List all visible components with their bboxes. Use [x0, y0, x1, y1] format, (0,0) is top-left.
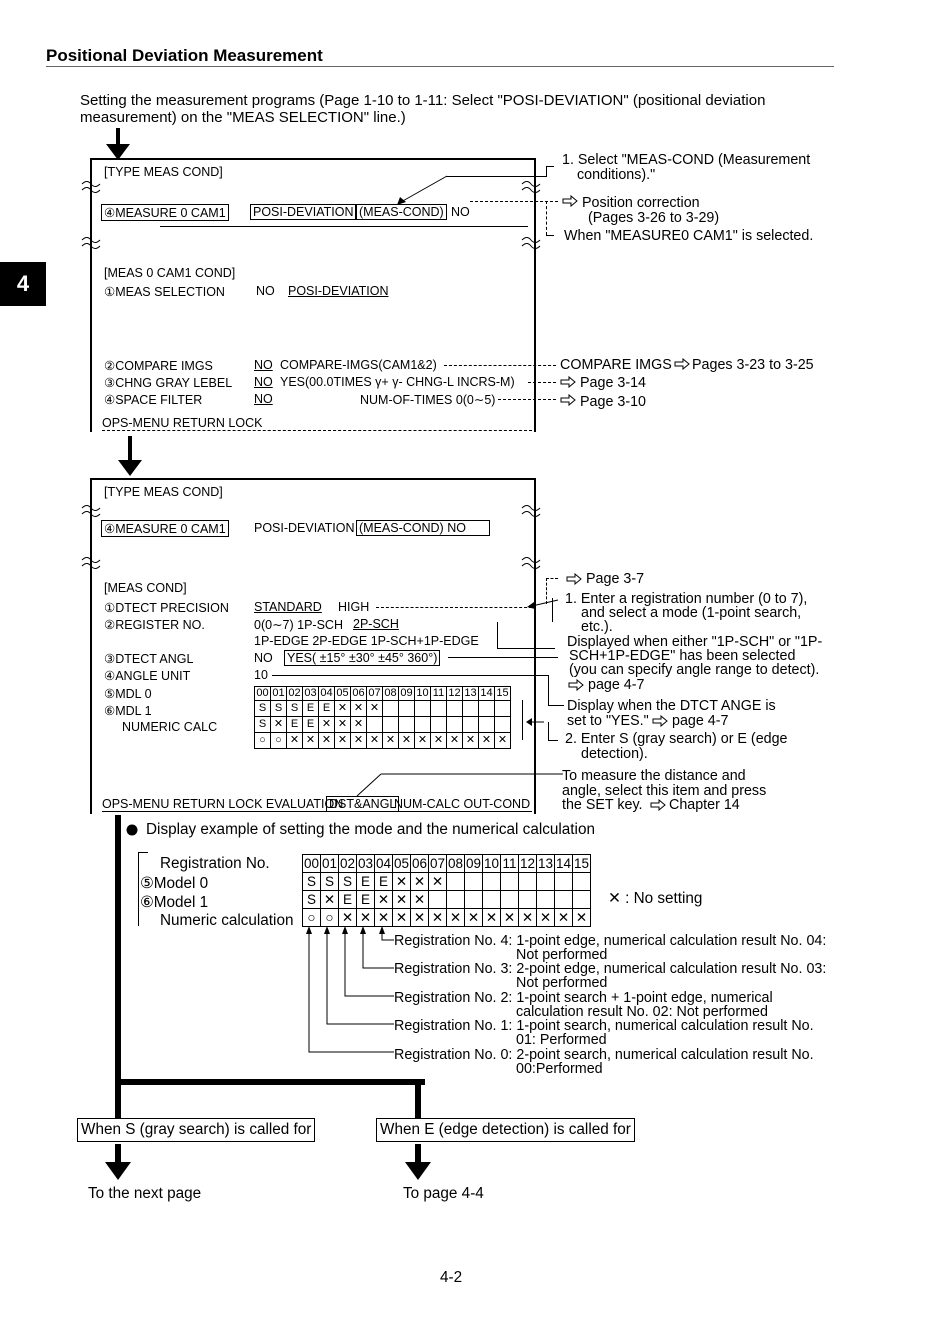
grid-cell: 08: [384, 687, 397, 699]
leader-line: [355, 772, 565, 798]
leader-line: [548, 705, 564, 706]
meas-cond-field[interactable]: (MEAS-COND): [356, 204, 447, 220]
note-displayed-1: Displayed when either "1P-SCH" or "1P-: [567, 634, 823, 650]
posi-deviation-field[interactable]: POSI-DEVIATION: [250, 204, 356, 220]
leader-line: [548, 675, 549, 705]
break-icon: [520, 556, 542, 570]
grid-cell: 10: [483, 855, 500, 871]
leader-arrow: [526, 598, 560, 612]
grid-cell: 13: [464, 687, 477, 699]
grid-cell: ✕: [411, 873, 429, 891]
arrow-down-icon: [405, 1162, 431, 1180]
grid-cell: 05: [393, 855, 410, 871]
grid-cell: ✕: [339, 909, 357, 927]
grid-cell: 15: [573, 855, 590, 871]
screen2-bottom-edge: [102, 811, 532, 812]
note-enter-register-3: etc.).: [581, 619, 613, 635]
label-model-0: ⑤Model 0: [140, 875, 209, 892]
grid-cell: 15: [496, 687, 509, 699]
gray-no[interactable]: NO: [254, 375, 273, 389]
grid-cell: ✕: [351, 733, 367, 749]
grid-cell: S: [255, 701, 271, 717]
break-icon: [80, 180, 102, 194]
filter-label: ④SPACE FILTER: [104, 393, 203, 407]
grid-cell: ✕: [319, 717, 335, 733]
grid-cell: 00: [256, 687, 269, 699]
grid-cell: ✕: [367, 701, 383, 717]
grid-cell: [483, 873, 501, 891]
registration-grid-small: [254, 686, 511, 749]
leader-dash: [470, 201, 558, 202]
grid-cell: S: [255, 717, 271, 733]
reg-desc-3b: Not performed: [516, 975, 608, 991]
grid-cell: S: [287, 701, 303, 717]
grid-cell: [483, 891, 501, 909]
break-icon: [520, 180, 542, 194]
page-ref-arrow-icon: [562, 195, 578, 207]
grid-cell: 05: [336, 687, 349, 699]
grid-cell: ✕: [271, 717, 287, 733]
page-ref-arrow-icon: [674, 358, 690, 370]
leader-line: [446, 176, 546, 177]
grid-cell: ✕: [383, 733, 399, 749]
grid-cell: ✕: [411, 891, 429, 909]
grid-cell: 09: [465, 855, 482, 871]
leader-line: [272, 675, 548, 676]
compare-label: ②COMPARE IMGS: [104, 359, 213, 373]
leader-line: [160, 226, 528, 227]
measure-cam-field-2[interactable]: ④MEASURE 0 CAM1: [101, 520, 229, 537]
grid-cell: ✕: [447, 733, 463, 749]
chapter-tab: 4: [0, 262, 46, 306]
grid-cell: [415, 717, 431, 733]
grid-cell: ✕: [573, 909, 591, 927]
note-when-measure: When "MEASURE0 CAM1" is selected.: [564, 228, 814, 244]
grid-cell: [537, 891, 555, 909]
footer-numcalc-outcond: NUM-CALC OUT-COND: [394, 797, 531, 811]
grid-cell: [463, 701, 479, 717]
page-ref-arrow-icon: [566, 573, 582, 585]
registration-grid-large: [302, 854, 591, 927]
grid-cell: [431, 717, 447, 733]
angl-label: ③DTECT ANGL: [104, 652, 194, 666]
angl-no[interactable]: NO: [254, 651, 273, 665]
grid-cell: ✕: [555, 909, 573, 927]
grid-cell: [465, 891, 483, 909]
leader-line: [546, 235, 554, 236]
reg-desc-2a: Registration No. 2: 1-point search + 1-point edge, numerical: [394, 990, 773, 1006]
compare-value[interactable]: COMPARE-IMGS(CAM1&2): [280, 358, 437, 372]
grid-cell: 10: [416, 687, 429, 699]
note-measure-3: the SET key.: [562, 797, 643, 813]
example-heading: Display example of setting the mode and the numerical calculation: [146, 821, 595, 838]
grid-cell: ✕: [287, 733, 303, 749]
grid-cell: [479, 701, 495, 717]
grid-cell: [383, 701, 399, 717]
grid-cell: [447, 717, 463, 733]
note-page-4-7-a: page 4-7: [588, 677, 645, 693]
page-ref-arrow-icon: [652, 715, 668, 727]
grid-cell: ✕: [483, 909, 501, 927]
branch-edge-detection: When E (edge detection) is called for: [376, 1118, 635, 1142]
grid-cell: ✕: [375, 909, 393, 927]
reg-desc-2b: calculation result No. 02: Not performed: [516, 1004, 768, 1020]
grid-cell: 11: [502, 855, 517, 871]
grid-cell: E: [319, 701, 335, 717]
grid-cell: ✕: [537, 909, 555, 927]
grid-cell: ✕: [321, 891, 339, 909]
bracket-line: [138, 852, 148, 853]
grid-cell: ✕: [351, 717, 367, 733]
reg-desc-4a: Registration No. 4: 1-point edge, numerical calculation result No. 04:: [394, 933, 827, 949]
grid-cell: [447, 891, 465, 909]
note-displayed-2: SCH+1P-EDGE" has been selected: [569, 648, 796, 664]
grid-cell: ○: [321, 909, 339, 927]
grid-cell: 07: [429, 855, 446, 871]
grid-cell: [501, 891, 519, 909]
gray-label: ③CHNG GRAY LEBEL: [104, 376, 233, 390]
arrow-down-icon: [105, 1162, 131, 1180]
bracket-line: [522, 700, 523, 740]
reg-desc-1b: 01: Performed: [516, 1032, 607, 1048]
leader-dash: [376, 607, 532, 608]
grid-cell: 00: [303, 855, 320, 871]
grid-cell: [431, 701, 447, 717]
grid-cell: E: [357, 873, 375, 891]
flow-branch-right: [415, 1080, 421, 1118]
break-icon: [80, 236, 102, 250]
page-ref-arrow-icon: [568, 679, 584, 691]
leader-dash: [546, 578, 558, 579]
note-enter-register-1: 1. Enter a registration number (0 to 7),: [565, 591, 808, 607]
grid-cell: 04: [375, 855, 392, 871]
note-compare-pages: Pages 3-23 to 3-25: [692, 357, 814, 373]
grid-cell: 06: [352, 687, 365, 699]
grid-cell: [447, 701, 463, 717]
grid-cell: ✕: [479, 733, 495, 749]
meas-cond-title: [MEAS COND]: [104, 581, 187, 595]
grid-cell: [479, 717, 495, 733]
grid-cell: [463, 717, 479, 733]
note-page-4-7-b: page 4-7: [672, 713, 729, 729]
angl-yes-options[interactable]: YES( ±15° ±30° ±45° 360°): [284, 650, 440, 666]
grid-cell: 02: [339, 855, 356, 871]
grid-cell: 13: [537, 855, 554, 871]
grid-cell: 03: [304, 687, 317, 699]
meas-selection-label: ①MEAS SELECTION: [104, 285, 225, 299]
grid-cell: [399, 701, 415, 717]
bullet-icon: [126, 824, 138, 836]
grid-cell: ✕: [335, 701, 351, 717]
register-2p-sch[interactable]: 2P-SCH: [353, 617, 399, 631]
grid-cell: ✕: [375, 891, 393, 909]
precision-label: ①DTECT PRECISION: [104, 601, 229, 615]
title-rule: [46, 66, 834, 67]
note-chapter-14: Chapter 14: [669, 797, 740, 813]
grid-cell: 02: [288, 687, 301, 699]
grid-cell: E: [287, 717, 303, 733]
grid-cell: 11: [431, 687, 447, 701]
leader-dash: [444, 365, 556, 366]
grid-cell: ✕: [367, 733, 383, 749]
leader-line: [548, 722, 549, 740]
grid-cell: ✕: [351, 701, 367, 717]
page-ref-arrow-icon: [650, 799, 666, 811]
meas-selection-no[interactable]: NO: [256, 284, 275, 298]
grid-cell: ✕: [501, 909, 519, 927]
grid-cell: ✕: [429, 909, 447, 927]
grid-cell: 01: [321, 855, 338, 871]
mdl1-label: ⑥MDL 1: [104, 704, 152, 718]
leader-line: [448, 657, 558, 658]
grid-cell: 04: [320, 687, 333, 699]
grid-cell: ✕: [335, 733, 351, 749]
grid-cell: 07: [368, 687, 381, 699]
leader-line: [548, 740, 558, 741]
reg-desc-0a: Registration No. 0: 2-point search, numerical calculation result No.: [394, 1047, 814, 1063]
flow-line-horizontal: [115, 1079, 425, 1085]
next-page-link[interactable]: To the next page: [88, 1185, 202, 1202]
meas-cond-field-2[interactable]: (MEAS-COND) NO: [356, 520, 490, 536]
note-displayed-3: (you can specify angle range to detect).: [569, 662, 820, 678]
precision-high[interactable]: HIGH: [338, 600, 370, 614]
note-measure-2: angle, select this item and press: [562, 783, 767, 799]
grid-cell: [383, 717, 399, 733]
flow-line-vertical: [115, 815, 121, 1085]
break-icon: [520, 236, 542, 250]
grid-cell: [501, 873, 519, 891]
grid-cell: 08: [447, 855, 464, 871]
note-select-meas-cond: 1. Select "MEAS-COND (Measurement: [562, 152, 811, 168]
meas-cond-no: NO: [451, 205, 470, 219]
legend-no-setting: ✕ : No setting: [608, 890, 703, 907]
meas-selection-value[interactable]: POSI-DEVIATION: [288, 284, 389, 298]
note-page-3-7: Page 3-7: [586, 571, 645, 587]
grid-cell: ✕: [303, 733, 319, 749]
reg-desc-4b: Not performed: [516, 947, 608, 963]
screen1-bottom-edge: [102, 430, 532, 431]
label-numeric-calculation: Numeric calculation: [160, 912, 294, 929]
screen1-footer: OPS-MENU RETURN LOCK: [102, 416, 263, 430]
grid-cell: ✕: [431, 733, 447, 749]
grid-cell: [537, 873, 555, 891]
grid-cell: [495, 717, 511, 733]
grid-cell: E: [339, 891, 357, 909]
leader-dash: [498, 399, 556, 400]
leader-line: [552, 598, 553, 622]
grid-cell: ✕: [399, 733, 415, 749]
gray-value[interactable]: YES(00.0TIMES γ+ γ- CHNG-L INCRS-M): [280, 375, 515, 389]
label-model-1: ⑥Model 1: [140, 894, 209, 911]
reg-desc-3a: Registration No. 3: 2-point edge, numerical calculation result No. 03:: [394, 961, 827, 977]
flow-branch-left: [115, 1080, 121, 1118]
grid-cell: S: [271, 701, 287, 717]
grid-cell: [495, 701, 511, 717]
numeric-calc-label: NUMERIC CALC: [122, 720, 218, 734]
leader-dash: [528, 382, 556, 383]
branch-gray-search: When S (gray search) is called for: [77, 1118, 315, 1142]
flow-arrow-left: [115, 1144, 121, 1164]
measure-cam-field[interactable]: ④MEASURE 0 CAM1: [101, 204, 229, 221]
grid-cell: ✕: [357, 909, 375, 927]
grid-cell: ✕: [393, 909, 411, 927]
grid-cell: ✕: [393, 873, 411, 891]
grid-cell: [465, 873, 483, 891]
intro-text: Setting the measurement programs (Page 1-10 to 1-11: Select "POSI-DEVIATION" (positional deviation measurement) on the "MEAS SELECTION" line.): [80, 92, 766, 126]
mdl0-label: ⑤MDL 0: [104, 687, 152, 701]
grid-cell: ✕: [415, 733, 431, 749]
grid-cell: S: [339, 873, 357, 891]
grid-cell: ✕: [463, 733, 479, 749]
grid-cell: ✕: [429, 873, 447, 891]
grid-cell: ○: [303, 909, 321, 927]
note-measure-1: To measure the distance and: [562, 768, 746, 784]
page-number: 4-2: [440, 1269, 463, 1286]
note-display-dtct-2: set to "YES.": [567, 713, 649, 729]
leader-arrow: [526, 717, 546, 727]
registration-leaders: [300, 926, 400, 1062]
bracket-line: [497, 622, 498, 648]
note-enter-register-2: and select a mode (1-point search,: [581, 605, 802, 621]
precision-standard[interactable]: STANDARD: [254, 600, 322, 614]
grid-cell: ✕: [447, 909, 465, 927]
note-position-correction: Position correction: [582, 195, 700, 211]
leader-dash: [546, 201, 547, 235]
flow-arrow-right: [415, 1144, 421, 1164]
grid-cell: S: [321, 873, 339, 891]
label-registration-no: Registration No.: [160, 855, 270, 872]
grid-cell: S: [303, 891, 321, 909]
screen2-header: [TYPE MEAS COND]: [104, 485, 223, 499]
grid-cell: [573, 891, 591, 909]
grid-cell: 09: [400, 687, 413, 699]
grid-cell: 14: [555, 855, 572, 871]
posi-deviation-field-2[interactable]: POSI-DEVIATION: [254, 521, 355, 535]
grid-cell: ✕: [465, 909, 483, 927]
footer-dst-angl[interactable]: DST&ANGL: [326, 796, 399, 812]
filter-value[interactable]: NUM-OF-TIMES 0(0∼5): [360, 393, 496, 407]
note-display-dtct-1: Display when the DTCT ANGE is: [567, 698, 776, 714]
grid-cell: [447, 873, 465, 891]
grid-cell: S: [303, 873, 321, 891]
screen1-header: [TYPE MEAS COND]: [104, 165, 223, 179]
grid-cell: [429, 891, 447, 909]
note-page-3-10: Page 3-10: [580, 394, 646, 410]
grid-cell: 01: [272, 687, 285, 699]
filter-no[interactable]: NO: [254, 392, 273, 406]
note-compare-imgs: COMPARE IMGS: [560, 357, 672, 373]
grid-cell: 06: [411, 855, 428, 871]
cond-title: [MEAS 0 CAM1 COND]: [104, 266, 236, 280]
break-icon: [80, 504, 102, 518]
note-page-3-14: Page 3-14: [580, 375, 646, 391]
arrow-down-icon: [118, 460, 142, 476]
grid-cell: E: [375, 873, 393, 891]
break-icon: [80, 556, 102, 570]
note-enter-s-e-2: detection).: [581, 746, 648, 762]
grid-cell: ○: [255, 733, 271, 749]
note-select-meas-cond-b: conditions).": [577, 167, 656, 183]
compare-no[interactable]: NO: [254, 358, 273, 372]
grid-cell: E: [303, 717, 319, 733]
grid-cell: 12: [448, 687, 461, 699]
page-4-4-link[interactable]: To page 4-4: [403, 1185, 484, 1202]
unit-label: ④ANGLE UNIT: [104, 669, 191, 683]
grid-cell: ✕: [519, 909, 537, 927]
screen2-footer: OPS-MENU RETURN LOCK EVALUATION: [102, 797, 344, 811]
page-title: Positional Deviation Measurement: [46, 46, 323, 65]
leader-line: [546, 166, 554, 167]
page-ref-arrow-icon: [560, 394, 576, 406]
grid-cell: [555, 891, 573, 909]
reg-desc-1a: Registration No. 1: 1-point search, numerical calculation result No.: [394, 1018, 814, 1034]
grid-cell: ✕: [335, 717, 351, 733]
leader-arrow: [395, 174, 449, 206]
bracket-line: [497, 648, 555, 649]
grid-cell: 03: [357, 855, 374, 871]
break-icon: [520, 504, 542, 518]
reg-desc-0b: 00:Performed: [516, 1061, 603, 1077]
grid-cell: ✕: [495, 733, 511, 749]
grid-cell: E: [357, 891, 375, 909]
grid-cell: ✕: [319, 733, 335, 749]
bracket-line: [138, 852, 139, 926]
grid-cell: ✕: [393, 891, 411, 909]
grid-cell: [519, 873, 537, 891]
grid-cell: ✕: [411, 909, 429, 927]
register-edge-options[interactable]: 1P-EDGE 2P-EDGE 1P-SCH+1P-EDGE: [254, 634, 479, 648]
grid-cell: 14: [480, 687, 493, 699]
grid-cell: [415, 701, 431, 717]
note-enter-s-e-1: 2. Enter S (gray search) or E (edge: [565, 731, 788, 747]
grid-cell: 12: [519, 855, 536, 871]
grid-cell: [573, 873, 591, 891]
unit-value[interactable]: 10: [254, 668, 268, 682]
grid-cell: [399, 717, 415, 733]
note-position-pages: (Pages 3-26 to 3-29): [588, 210, 720, 226]
leader-line: [546, 166, 547, 177]
grid-cell: E: [303, 701, 319, 717]
grid-cell: [555, 873, 573, 891]
register-label: ②REGISTER NO.: [104, 618, 205, 632]
grid-cell: [367, 717, 383, 733]
register-range[interactable]: 0(0∼7) 1P-SCH: [254, 618, 343, 632]
grid-cell: [519, 891, 537, 909]
grid-cell: ○: [271, 733, 287, 749]
page-ref-arrow-icon: [560, 376, 576, 388]
